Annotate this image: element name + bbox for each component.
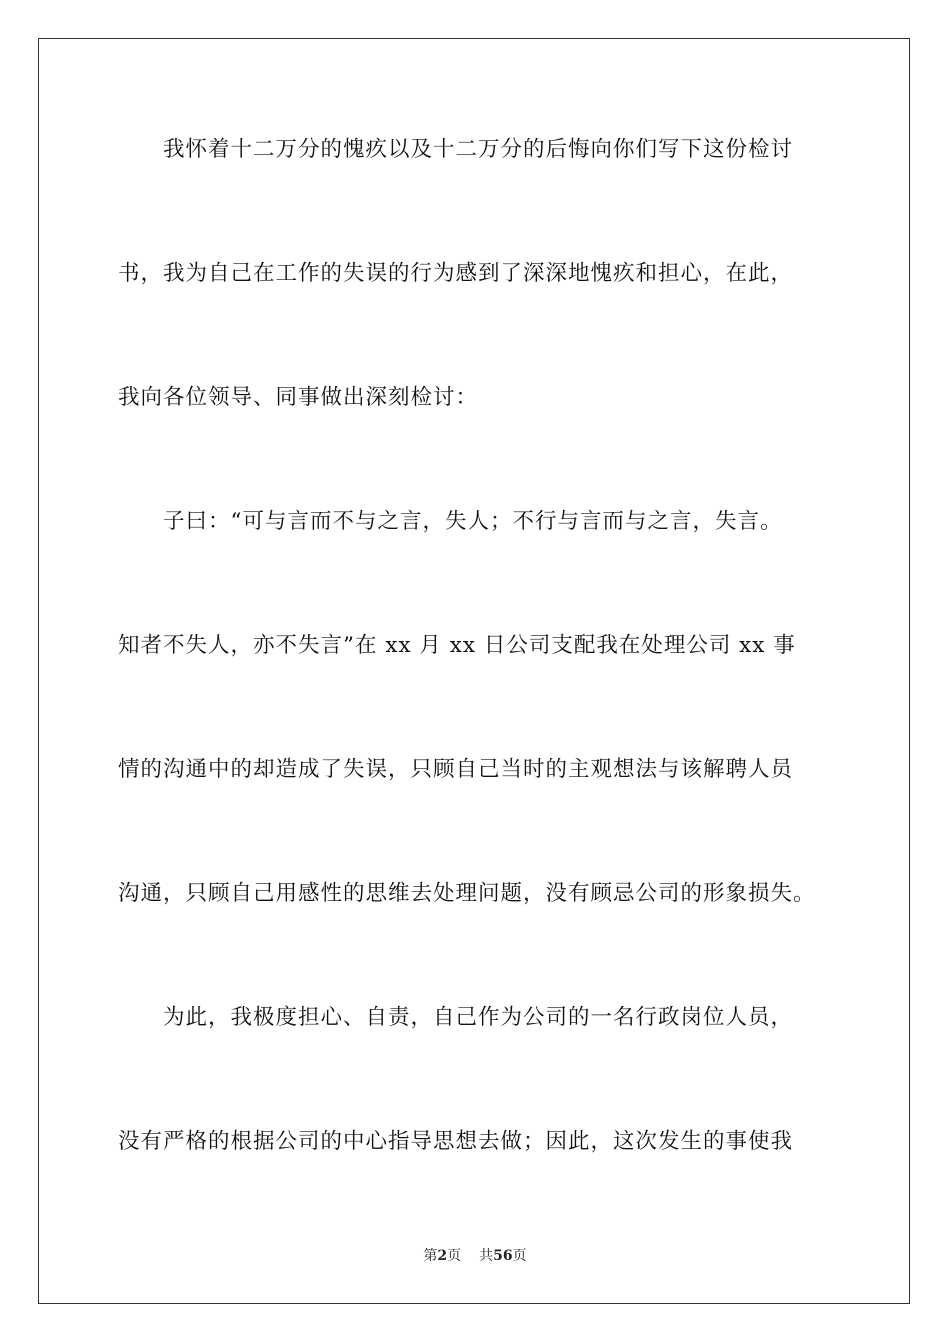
- page-number: 2: [437, 1248, 448, 1264]
- page-suffix: 页: [447, 1248, 462, 1264]
- page-footer: [0, 1246, 950, 1266]
- paragraph-3-line-2: 没有严格的根据公司的中心指导思想去做；因此，这次发生的事使我: [118, 1129, 794, 1154]
- paragraph-2-line-1: 子曰：“可与言而不与之言，失人；不行与言而与之言，失言。: [163, 509, 783, 534]
- paragraph-2-line-3: 情的沟通中的却造成了失误，只顾自己当时的主观想法与该解聘人员: [118, 757, 794, 782]
- paragraph-1-line-1: 我怀着十二万分的愧疚以及十二万分的后悔向你们写下这份检讨: [163, 137, 794, 162]
- total-prefix: 共: [479, 1248, 494, 1264]
- total-suffix: 页: [512, 1248, 527, 1264]
- page-border: [38, 38, 910, 1304]
- page-prefix: 第: [423, 1248, 438, 1264]
- paragraph-2-line-4: 沟通，只顾自己用感性的思维去处理问题，没有顾忌公司的形象损失。: [118, 881, 816, 906]
- paragraph-2-line-2: 知者不失人，亦不失言”在 xx 月 xx 日公司支配我在处理公司 xx 事: [118, 633, 796, 658]
- paragraph-3-line-1: 为此，我极度担心、自责，自己作为公司的一名行政岗位人员，: [163, 1005, 794, 1030]
- paragraph-1-line-2: 书，我为自己在工作的失误的行为感到了深深地愧疚和担心，在此，: [118, 261, 794, 286]
- total-pages: 56: [493, 1248, 513, 1264]
- paragraph-1-line-3: 我向各位领导、同事做出深刻检讨：: [118, 385, 479, 410]
